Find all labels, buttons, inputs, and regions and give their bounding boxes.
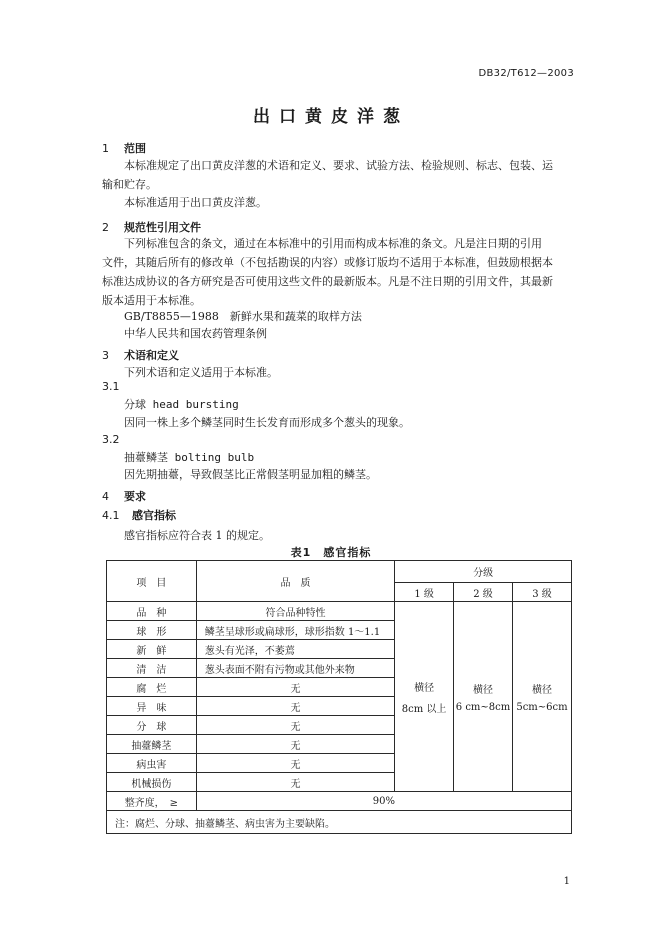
table-title: 表1 感官指标 (290, 546, 372, 559)
grade-3-size (512, 602, 571, 792)
header-grade: 分级 (395, 561, 572, 583)
table-note: 注：腐烂、分球、抽薹鳞茎、病虫害为主要缺陷。 (107, 811, 572, 834)
grade-2-size (454, 602, 513, 792)
section-title: 规范性引用文件 (124, 221, 201, 234)
table-row (107, 602, 572, 621)
section-number: 2 (102, 221, 109, 234)
section-2-paragraph-1: 下列标准包含的条文，通过在本标准中的引用而构成本标准的条文。凡是注日期的引用 文件，其随后所有的修改单（不包括勘误的内容）或修订版均不适用于本标准，但鼓励根据本 标准达成协议的各方研究是否可使用这些文件的最新版本。凡是不注日期的引用文件，其最新 版本适用于本标准。 (102, 237, 553, 307)
row-quality: 无 (196, 716, 394, 735)
sensory-index-table (106, 560, 572, 834)
term-3-1-definition: 因同一株上多个鳞茎同时生长发育而形成多个葱头的现象。 (124, 416, 410, 429)
section-4-1-paragraph-1: 感官指标应符合表 1 的规定。 (124, 529, 270, 542)
row-item: 品 种 (107, 602, 197, 621)
row-item: 新 鲜 (107, 640, 197, 659)
row-quality: 葱头表面不附有污物或其他外来物 (196, 659, 394, 678)
row-item: 异 味 (107, 697, 197, 716)
section-1-paragraph-2: 本标准适用于出口黄皮洋葱。 (124, 196, 267, 209)
header-grade-2: 2 级 (454, 583, 513, 602)
row-item: 病虫害 (107, 754, 197, 773)
row-quality: 鳞茎呈球形或扁球形，球形指数 1～1.1 (196, 621, 394, 640)
grade-2-size-value: 6 cm~8cm (455, 701, 511, 713)
term-3-1-name: 分球 head bursting (124, 398, 239, 411)
page-number: 1 (563, 876, 570, 887)
section-3-heading (102, 347, 179, 363)
uniformity-label: 整齐度， ≥ (107, 792, 197, 811)
row-item: 抽薹鳞茎 (107, 735, 197, 754)
section-title: 感官指标 (132, 509, 176, 522)
header-grade-1: 1 级 (395, 583, 454, 602)
grade-3-size-value: 5cm~6cm (516, 701, 568, 713)
reference-gb-t8855: GB/T8855—1988 新鲜水果和蔬菜的取样方法 (124, 310, 362, 323)
row-quality: 无 (196, 754, 394, 773)
section-number: 4.1 (102, 509, 120, 522)
section-number: 1 (102, 142, 109, 155)
term-3-2-name: 抽薹鳞茎 bolting bulb (124, 451, 255, 464)
grade-1-size-value: 8cm 以上 (401, 703, 447, 715)
header-quality: 品 质 (196, 561, 394, 602)
section-3-paragraph-1: 下列术语和定义适用于本标准。 (124, 366, 278, 379)
uniformity-row (107, 792, 572, 811)
uniformity-value: 90% (196, 792, 571, 811)
row-quality: 符合品种特性 (196, 602, 394, 621)
section-title: 范围 (124, 142, 146, 155)
row-item: 机械损伤 (107, 773, 197, 792)
standard-number: DB32/T612—2003 (478, 68, 574, 79)
row-quality: 无 (196, 697, 394, 716)
section-1-paragraph-1: 本标准规定了出口黄皮洋葱的术语和定义、要求、试验方法、检验规则、标志、包装、运 输和贮存。 (102, 159, 553, 191)
section-number: 3 (102, 349, 109, 362)
term-3-2-definition: 因先期抽薹，导致假茎比正常假茎明显加粗的鳞茎。 (124, 468, 377, 481)
grade-1-size-label: 横径 (414, 682, 435, 694)
row-quality: 无 (196, 773, 394, 792)
header-grade-3: 3 级 (512, 583, 571, 602)
section-number: 4 (102, 490, 109, 503)
row-item: 球 形 (107, 621, 197, 640)
grade-3-size-label: 横径 (531, 684, 552, 696)
row-quality: 无 (196, 735, 394, 754)
section-4-heading (102, 488, 146, 504)
document-title: 出口黄皮洋葱 (253, 107, 409, 127)
row-quality: 葱头有光泽，不萎蔫 (196, 640, 394, 659)
row-item: 分 球 (107, 716, 197, 735)
note-row (107, 811, 572, 834)
section-4-1-heading (102, 507, 176, 523)
section-title: 术语和定义 (124, 349, 179, 362)
grade-1-size (395, 602, 454, 792)
term-3-1-number: 3.1 (102, 380, 120, 393)
section-2-heading (102, 219, 201, 235)
section-title: 要求 (124, 490, 146, 503)
section-1-heading (102, 140, 146, 156)
term-3-2-number: 3.2 (102, 433, 120, 446)
grade-2-size-label: 横径 (473, 684, 493, 696)
header-item: 项 目 (107, 561, 197, 602)
row-quality: 无 (196, 678, 394, 697)
reference-pesticide-regulation: 中华人民共和国农药管理条例 (124, 327, 267, 340)
row-item: 腐 烂 (107, 678, 197, 697)
row-item: 清 洁 (107, 659, 197, 678)
